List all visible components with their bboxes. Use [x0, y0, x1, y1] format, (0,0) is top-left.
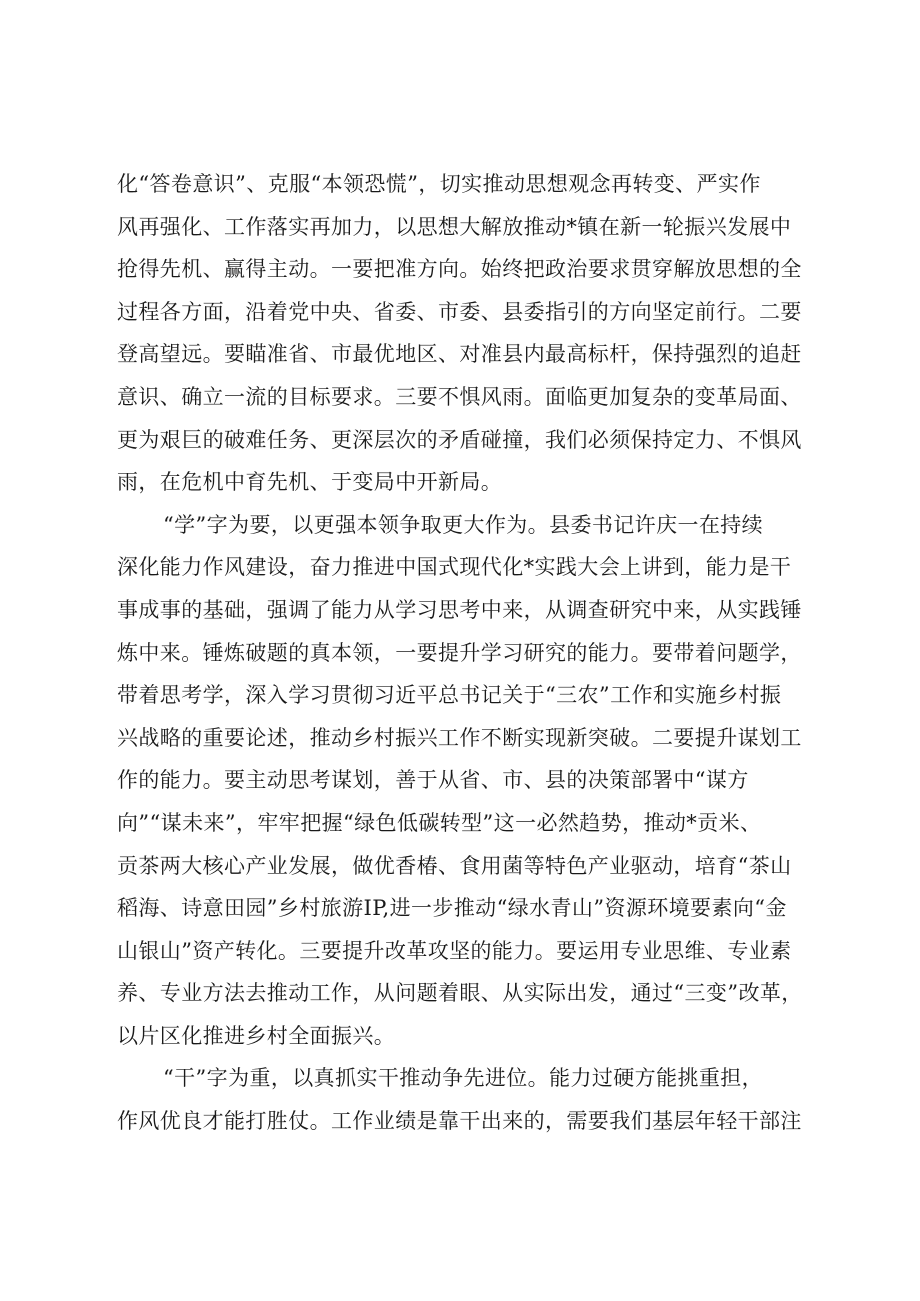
text-line: 养、专业方法去推动工作，从问题着眼、从实际出发，通过“三变”改革，	[117, 981, 803, 1006]
text-line: 稻海、诗意田园”乡村旅游IP,进一步推动“绿水青山”资源环境要素向“金	[117, 896, 787, 921]
document-body	[117, 163, 817, 1143]
text-line: 雨，在危机中育先机、于变局中开新局。	[117, 470, 503, 495]
text-line: 化“答卷意识”、克服“本领恐慌”，切实推动思想观念再转变、严实作	[117, 172, 761, 196]
text-line: 山银山”资产转化。三要提升改革攻坚的能力。要运用专业思维、专业素	[117, 938, 792, 963]
text-line: 向”“谋未来”，牢牢把握“绿色低碳转型”这一必然趋势，推动*贡米、	[117, 810, 762, 835]
text-line: 意识、确立一流的目标要求。三要不惧风雨。面临更加复杂的变革局面、	[117, 384, 802, 409]
paragraph-start-line: “干”字为重，以真抓实干推动争先进位。能力过硬方能挑重担，	[163, 1066, 764, 1091]
text-line: 贡茶两大核心产业发展，做优香椿、食用菌等特色产业驱动，培育“茶山	[117, 853, 792, 878]
text-line: 事成事的基础，强调了能力从学习思考中来，从调查研究中来，从实践锤	[117, 597, 802, 622]
paragraph-start-line: “学”字为要，以更强本领争取更大作为。县委书记许庆一在持续	[163, 512, 764, 537]
text-line: 深化能力作风建设，奋力推进中国式现代化*实践大会上讲到，能力是干	[117, 555, 792, 580]
text-line: 作风优良才能打胜仗。工作业绩是靠干出来的，需要我们基层年轻干部注	[117, 1109, 802, 1134]
text-line: 带着思考学，深入学习贯彻习近平总书记关于“三农”工作和实施乡村振	[117, 683, 782, 708]
text-line: 更为艰巨的破难任务、更深层次的矛盾碰撞，我们必须保持定力、不惧风	[117, 427, 802, 452]
text-line: 作的能力。要主动思考谋划，善于从省、市、县的决策部署中“谋方	[117, 768, 749, 793]
text-line: 风再强化、工作落实再加力，以思想大解放推动*镇在新一轮振兴发展中	[117, 214, 792, 239]
text-line: 登高望远。要瞄准省、市最优地区、对准县内最高标杆，保持强烈的追赶	[117, 342, 802, 367]
text-line: 炼中来。锤炼破题的真本领，一要提升学习研究的能力。要带着问题学，	[117, 640, 802, 665]
text-line: 抢得先机、赢得主动。一要把准方向。始终把政治要求贯穿解放思想的全	[117, 257, 802, 282]
text-line: 以片区化推进乡村全面振兴。	[117, 1023, 396, 1048]
text-line: 过程各方面，沿着党中央、省委、市委、县委指引的方向坚定前行。二要	[117, 299, 802, 324]
text-line: 兴战略的重要论述，推动乡村振兴工作不断实现新突破。二要提升谋划工	[117, 725, 802, 750]
